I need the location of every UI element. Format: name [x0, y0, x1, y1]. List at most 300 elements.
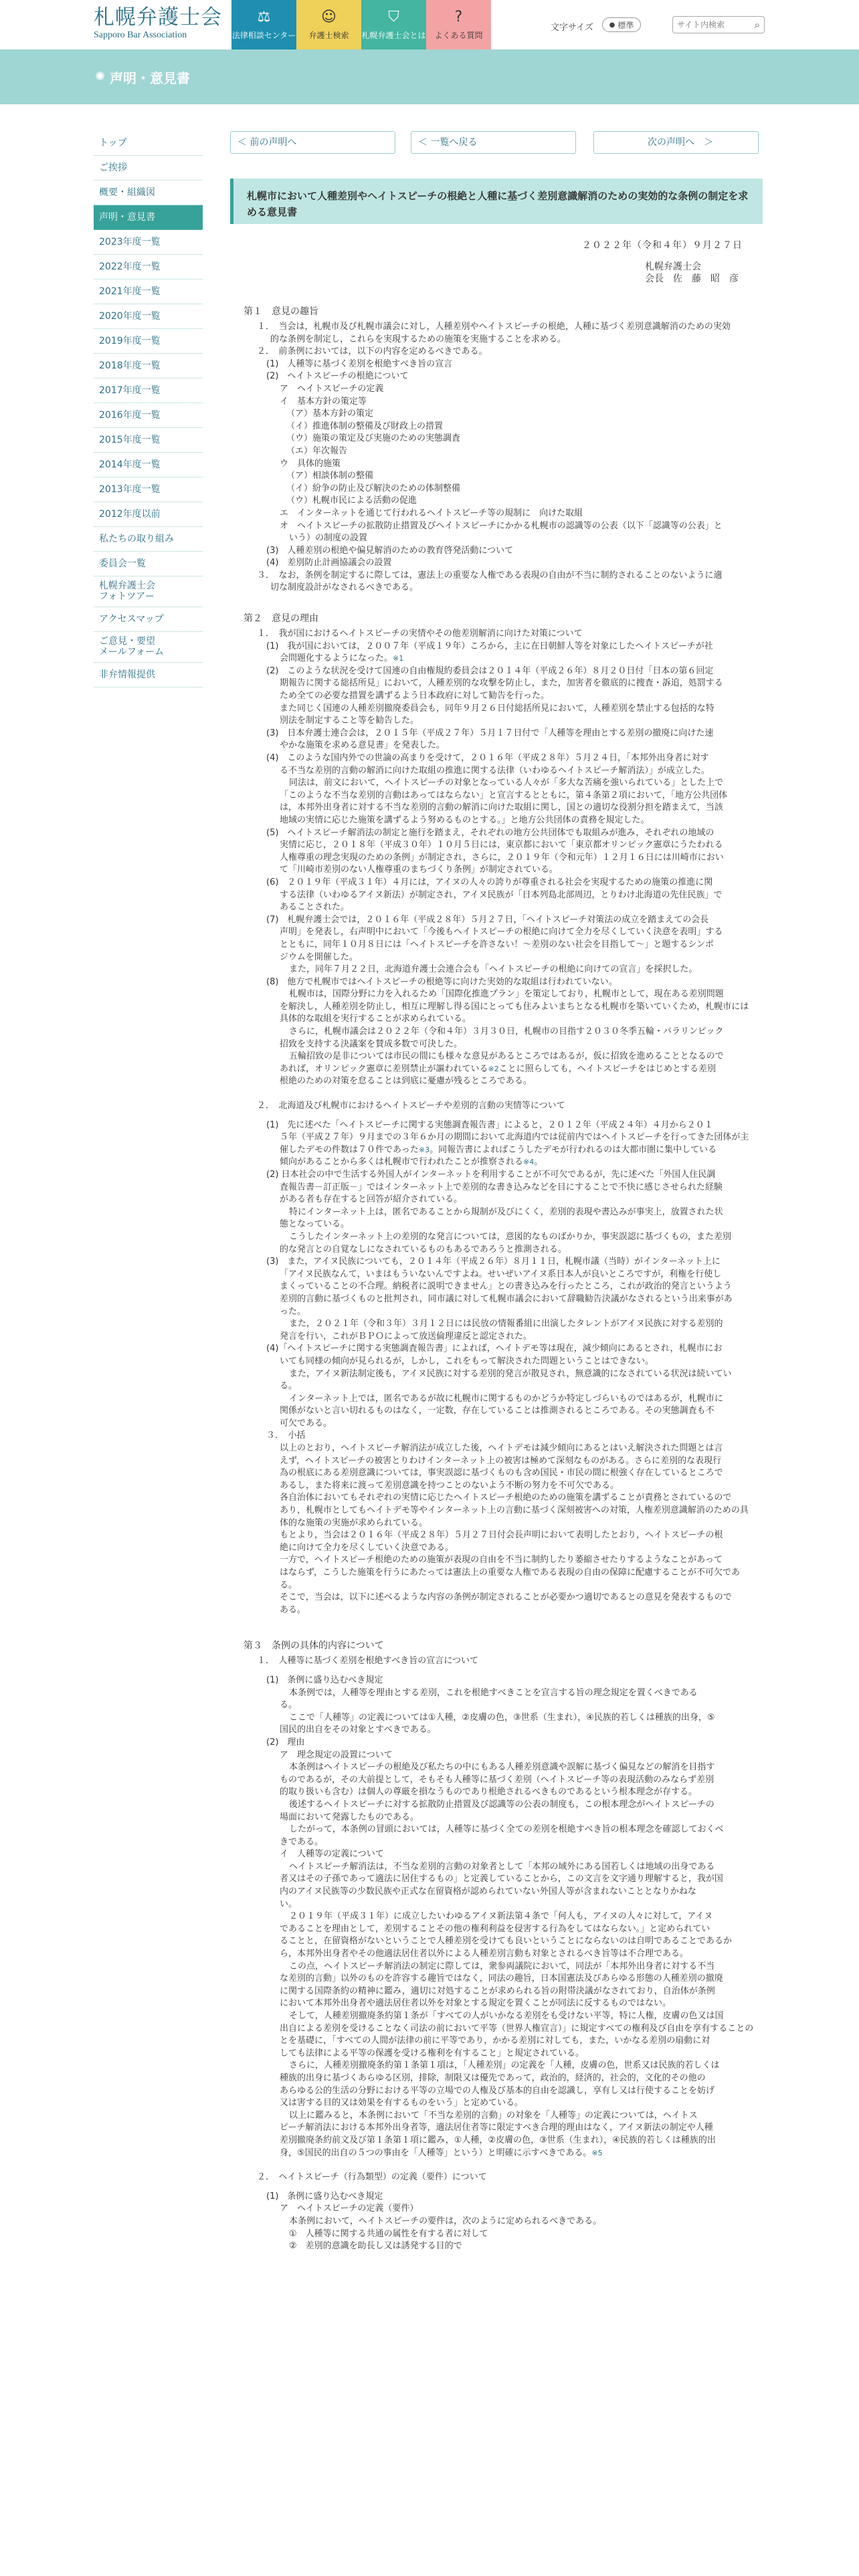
footnote-link[interactable]: ※4: [523, 1158, 535, 1167]
text-line: [230, 1737, 763, 1749]
text-line: [230, 1799, 763, 1812]
site-header: [0, 0, 859, 49]
line-text: る。: [280, 1580, 298, 1590]
text-line: [230, 458, 763, 471]
text-line: [230, 1824, 763, 1836]
line-text: きである。: [280, 1836, 324, 1847]
line-text: において本邦外出身者や適法居住者以外を対象とする規定を置くことが同法に反するものではない。: [280, 1998, 672, 2009]
line-text: る。: [280, 1381, 298, 1392]
line-text: 後述するヘイトスピーチに対する拡散防止措置及び認識等の公表の制度も，この根本理念がヘイトスピーチの: [289, 1799, 714, 1810]
line-text: (3) 人種差別の根絶や偏見解消のための教育啓発活動について: [266, 545, 514, 556]
line-text: 以上のとおり，ヘイトスピーチ解消法が成立した後，ヘイトデモは減少傾向にあるとはいえ解決された問題とは言: [280, 1443, 723, 1454]
text-line: [230, 815, 763, 827]
sidebar-item[interactable]: ご意見・要望 メールフォーム: [94, 632, 203, 663]
line-text: 期報告に関する総括所見」において，人種差別的な攻撃を防止し，また，加害者を徹底的に捜査・訴追，処罰する: [280, 678, 723, 689]
line-text: る。: [280, 1700, 298, 1711]
text-line: [230, 1861, 763, 1874]
line-text: とともに，同年１０月８日には「ヘイトスピーチを許さない！～差別のない社会を目指して～」と題するシンポ: [280, 939, 714, 950]
line-text: 以上に鑑みると，本条例において「不当な差別的言動」の対象を「人種等」の定義については，ヘイトス: [289, 2110, 698, 2121]
sidebar-item[interactable]: アクセスマップ: [94, 607, 203, 632]
prev-statement-button[interactable]: ＜ 前の声明へ: [230, 131, 395, 154]
line-text: ３． 小括: [266, 1430, 306, 1441]
text-line: [230, 1761, 763, 1774]
text-line: [230, 952, 763, 964]
sidebar-item[interactable]: 2017年度一覧: [94, 379, 203, 403]
text-line: [230, 1051, 763, 1063]
text-line: [230, 653, 763, 665]
font-size-toggle[interactable]: ● 標準: [602, 17, 641, 32]
text-line: [230, 1405, 763, 1418]
search-input[interactable]: [677, 19, 748, 31]
line-text: 「このような不当な差別的言動はあってはならない」と宣言するとともに，第４条第２項において，「地方公共団体: [280, 790, 728, 800]
line-text: 第３ 条例の具体的内容について: [244, 1640, 384, 1652]
line-text: ヘイトスピーチ解消法は，不当な差別的言動の対象者として「本邦の域外にある国若しくは地域の出身である: [289, 1861, 715, 1872]
line-text: ものであるが，その大前提として，そもそも人種等に基づく差別（ヘイトスピーチ等の表現活動のみならず差別: [280, 1774, 714, 1785]
line-text: 傾向があることから多くは札幌市で行われたことが推察される: [280, 1157, 524, 1168]
text-line: [230, 334, 763, 346]
text-line: [230, 852, 763, 865]
text-line: [230, 1281, 763, 1293]
text-line: [230, 483, 763, 496]
line-text: 査報告書－訂正版－」ではインターネット上で差別的な書き込みなどを目にすることで不快に感じさせられた経験: [280, 1182, 723, 1192]
line-text: えず，ヘイトスピーチの被害とりわけインターネット上の被害は極めて深刻なものがある。さらに差別的な表現行: [280, 1455, 722, 1466]
line-text: いう）の制度の設置: [289, 533, 368, 544]
sidebar-item[interactable]: 声明・意見書: [94, 205, 203, 230]
text-line: [230, 1724, 763, 1737]
line-text: (4)「ヘイトスピーチに関する実態調査報告書」によれば，ヘイトデモ等は現在，減少傾向にあるとされ，札幌市にお: [266, 1344, 723, 1354]
line-text: あらゆる公的生活の分野における平等の立場での人権及び基本的自由を認識し，享有し又は行使することを妨げ: [280, 2085, 715, 2096]
text-line: [230, 2035, 763, 2048]
site-logo[interactable]: [94, 5, 222, 41]
next-statement-button[interactable]: 次の声明へ ＞: [593, 131, 759, 154]
line-text: (6) ２０１９年（平成３１年）４月には，アイヌの人々の誇りが尊重される社会を実現するための施策の推進に関: [266, 877, 713, 887]
line-text: ることと，在留資格がないということで人種差別を受けても良いということにならないのは自明であることであるか: [280, 1936, 733, 1947]
text-line: [230, 1923, 763, 1936]
sidebar-item[interactable]: 委員会一覧: [94, 552, 203, 576]
text-line: [230, 1144, 763, 1157]
line-text: (1) 条例に盛り込むべき規定: [266, 1675, 383, 1685]
question-icon: ?: [454, 9, 463, 25]
nav-faq[interactable]: ? よくある質問: [426, 0, 491, 49]
sidebar-item[interactable]: 2019年度一覧: [94, 329, 203, 354]
text-line: [230, 827, 763, 840]
spacer: [230, 2159, 763, 2171]
line-text: 種族的出身に基づくあらゆる区別，排除，制限又は優先であって，政治的，経済的，社会的，文化的その他の: [280, 2072, 706, 2083]
text-line: [230, 1961, 763, 1973]
line-text: １． 人種等に基づく差別を根絶すべき旨の宣言について: [257, 1656, 478, 1667]
text-line: [230, 421, 763, 433]
line-text: 差別撤廃条約前文及び第１条第１項に鑑み，①人種，②皮膚の色，③世系（生まれ），④民族的若しくは種族的出: [280, 2135, 716, 2145]
line-text: 別法を制定すること等を勧告した。: [280, 716, 419, 726]
line-text: ある。: [280, 1604, 306, 1615]
text-line: [230, 628, 763, 641]
text-line: [230, 383, 763, 396]
main-content: [230, 131, 763, 2253]
text-line: [230, 802, 763, 815]
line-text: ここで「人種等」の定義については①人種，②皮膚の色，③世系（生まれ），④民族的若しくは種族的出身，⑤: [289, 1712, 715, 1723]
line-text: イ 人種等の定義について: [280, 1849, 384, 1860]
text-line: [230, 532, 763, 545]
line-text: 国民的出自をその対象とすべきである。: [280, 1725, 436, 1735]
line-text: あるし，また将来に渡って差別意識を持つことのないよう不断の努力を不可欠である。: [280, 1480, 619, 1491]
page-title: 声明・意見書: [110, 70, 190, 86]
line-text: また，アイヌ新法制定後も，アイヌ民族に対する差別的発言が散見され，無意識的になされている状況は続いてい: [289, 1368, 732, 1379]
line-text: 各自治体においてもそれぞれの実情に応じたヘイトスピーチ根絶のための施策を講ずることが責務とされているので: [280, 1493, 732, 1503]
line-text: 体的な施策の実施が求められている。: [280, 1517, 428, 1528]
footnote-link[interactable]: ※1: [393, 654, 404, 663]
sun-icon: ✺: [95, 70, 106, 84]
text-line: [230, 1911, 763, 1923]
nav-consultation-center[interactable]: ⚖ 法律相談センター: [231, 0, 296, 49]
sidebar-item[interactable]: 2013年度一覧: [94, 477, 203, 502]
text-line: [230, 570, 763, 582]
text-line: [230, 703, 763, 716]
text-line: [230, 988, 763, 1001]
radio-dot-icon: ●: [609, 21, 615, 29]
text-line: [230, 765, 763, 778]
line-text: であることを理由として，差別することその他の権利利益を侵害する行為をしてはならない。」と定められてい: [280, 1923, 710, 1934]
line-text: ２． 北海道及び札幌市におけるヘイトスピーチや差別的言動の実情等について: [257, 1101, 565, 1111]
line-text: 可欠である。: [280, 1418, 332, 1428]
sidebar-item[interactable]: トップ: [94, 131, 203, 156]
text-line: [230, 1430, 763, 1442]
line-text: 切な制度設計がなされるべきである。: [270, 582, 419, 593]
line-text: あることされた。: [280, 902, 350, 913]
line-text: 。同報告書によればこうしたデモが行われるのは大都市圏に集中している: [430, 1144, 717, 1155]
text-line: [230, 1244, 763, 1257]
text-line: [230, 1687, 763, 1700]
line-text: 者又はその子孫であって適法に居住するもの」と定義していることから，この文言を文字通り理解すると，我が国: [280, 1874, 723, 1885]
line-text: (2) ヘイトスピーチの根絶について: [266, 371, 409, 382]
text-line: [230, 1156, 763, 1169]
sidebar-item[interactable]: ご挨拶: [94, 156, 203, 181]
text-line: [230, 1604, 763, 1617]
line-text: （エ）年次報告: [286, 445, 348, 456]
line-text: (1) 先に述べた「ヘイトスピーチに関する実態調査報告書」によると，２０１２年（平成２４年）４月から２０１: [266, 1119, 713, 1130]
sidebar-item[interactable]: 私たちの取り組み: [94, 527, 203, 552]
sidebar-item[interactable]: 2012年度以前: [94, 502, 203, 527]
text-line: [230, 1306, 763, 1319]
line-text: (7) 札幌弁護士会では，２０１６年（平成２８年）５月２７日，「ヘイトスピーチ対策法の成立を踏まえての会長: [266, 914, 709, 925]
text-line: [230, 1848, 763, 1861]
spacer: [230, 1616, 763, 1628]
footnote-link[interactable]: ※5: [591, 2148, 603, 2157]
line-text: いても同様の傾向が見られるが，しかし，これをもって解決された問題ということはできない。: [280, 1356, 654, 1366]
line-text: は，本邦外出身者に対する不当な差別的言動の解消に向けた取組に関し，国との適切な役割分担を踏まえて，当該: [280, 802, 723, 813]
text-line: [230, 1899, 763, 1911]
line-text: 場面において発露したものである。: [280, 1812, 419, 1822]
sidebar-item[interactable]: 2016年度一覧: [94, 403, 203, 428]
section-heading: [230, 1636, 763, 1655]
text-line: [230, 1699, 763, 1712]
consult-icon: ⚖: [257, 9, 271, 25]
text-line: [230, 1182, 763, 1194]
line-text: に関する国際条約の精神に鑑み，適切に対処することが求められる旨の附帯決議がなされており，自治体が条例: [280, 1985, 715, 1996]
sidebar-item[interactable]: 2018年度一覧: [94, 354, 203, 379]
line-text: ウ 具体的施策: [280, 458, 341, 469]
line-text: こうしたインターネット上の差別的な発言については，意図的なものばかりか，事実誤認に基づくもの，また差別: [289, 1231, 732, 1242]
text-line: [230, 690, 763, 703]
line-text: 又は害する目的又は効果を有するものをいう」と定めている。: [280, 2098, 524, 2109]
footnote-link[interactable]: ※2: [488, 1064, 499, 1073]
text-line: [230, 976, 763, 989]
text-line: [230, 1812, 763, 1824]
line-text: (8) 他方で札幌市ではヘイトスピーチの根絶等に向けた実効的な取組は行われていない。: [266, 976, 617, 987]
line-text: 的な条例を制定し，これらを実現するための施策を実施することを求める。: [270, 334, 567, 344]
line-text: １． 我が国におけるヘイトスピーチの実情やその他差別解消に向けた対策について: [257, 629, 583, 639]
text-line: [230, 1935, 763, 1948]
line-text: 特にインターネット上は，匿名であることから規制が及びにくく，差別的表現や書込みが事実上，放置された状: [289, 1206, 723, 1217]
text-line: [230, 964, 763, 976]
text-line: [230, 1542, 763, 1555]
text-line: [230, 901, 763, 914]
text-line: [230, 1368, 763, 1381]
line-text: (3) 日本弁護士連合会は，２０１５年（平成２７年）５月１７日付で「人種等を理由とする差別の撤廃に向けた速: [266, 728, 714, 738]
text-line: [230, 2110, 763, 2123]
line-text: 本条例はヘイトスピーチの根絶及び私たちの中にもある人種差別意識や誤解に基づく偏見などの解消を目指す: [289, 1762, 715, 1773]
footnote-link[interactable]: ※3: [418, 1145, 430, 1154]
spacer: [230, 2184, 763, 2191]
line-text: 「アイヌ民族なんて，いまはもういないんですよね。せいぜいアイヌ系日本人が良いところですが，利権を行使し: [280, 1269, 722, 1279]
line-text: (1) 条例に盛り込むべき規定: [266, 2191, 383, 2202]
text-line: [230, 495, 763, 508]
line-text: あり，札幌市としてもヘイトデモ等やインターネット上の言動に基づく深刻被害への対策，人権差別意識解消のための具: [280, 1505, 749, 1516]
text-line: [230, 1063, 763, 1076]
text-line: [230, 2171, 763, 2184]
shield-icon: ⛉: [388, 9, 399, 25]
text-line: [230, 665, 763, 678]
line-text: 発言を行い，これがＢＰＯによって放送倫理違反と認定された。: [280, 1331, 533, 1341]
text-line: [230, 1356, 763, 1368]
sidebar-item[interactable]: 非弁情報提供: [94, 663, 203, 687]
line-text: そこで，当会は，以下に述べるような内容の条例が制定されることが必要かつ適切であるとの意見を発表するもので: [280, 1592, 732, 1603]
text-line: [230, 1480, 763, 1493]
line-text: 態となっている。: [280, 1219, 350, 1230]
line-text: もとより，当会は２０１６年（平成２８年）５月２７日付会長声明において表明したとおり，ヘイトスピーチの根: [280, 1530, 723, 1541]
line-text: る不当な差別的言動の解消に向けた取組の推進に関する法律（いわゆるヘイトスピーチ解消法）」が成立した。: [280, 765, 710, 776]
text-line: [230, 926, 763, 939]
line-text: （ア）相談体制の整備: [286, 471, 374, 481]
spacer: [230, 595, 763, 601]
text-line: [230, 715, 763, 728]
text-line: [230, 1749, 763, 1762]
text-line: [230, 1039, 763, 1051]
text-line: [230, 877, 763, 889]
line-text: 身，⑤国民的出自の５つの事由を「人種等」という）と明確に示すべきである。: [280, 2147, 592, 2158]
text-line: [230, 445, 763, 458]
text-line: [230, 1119, 763, 1132]
text-line: [230, 914, 763, 927]
spacer: [230, 1668, 763, 1675]
line-text: 的取り扱いも含む）は個人の尊厳を損なうものであり根絶されるべきものであるという根本理念が存する。: [280, 1787, 698, 1798]
line-text: 絶に向けて全力を尽くしていく決意である。: [280, 1542, 454, 1553]
text-line: [230, 2048, 763, 2060]
text-line: [230, 2191, 763, 2204]
page-title-band: [0, 49, 859, 104]
sidebar-item[interactable]: 2023年度一覧: [94, 230, 203, 255]
people-icon: ☺: [321, 9, 337, 25]
line-text: 出自による差別を受けることなく司法の前において平等（世界人権宣言）」に規定すべての権利及び自由を享有することの: [280, 2023, 754, 2034]
text-line: [230, 1655, 763, 1668]
line-text: 第２ 意見の理由: [244, 613, 318, 625]
line-text: 声明」を発表し，右声明中において「今後もヘイトスピーチの根絶に向けて全力を尽くしていく決意を表明」する: [280, 927, 723, 938]
text-line: [230, 2060, 763, 2072]
text-line: [230, 1529, 763, 1542]
text-line: [230, 557, 763, 570]
text-line: [230, 1343, 763, 1356]
text-line: [230, 1836, 763, 1849]
text-line: [230, 864, 763, 877]
text-line: [230, 1675, 763, 1687]
text-line: [230, 1001, 763, 1014]
text-line: [230, 1873, 763, 1886]
text-line: [230, 470, 763, 483]
line-text: (1) 人種等に基づく差別を根絶すべき旨の宣言: [266, 358, 453, 369]
text-line: [230, 1592, 763, 1604]
line-text: (3) また，アイヌ民族についても，２０１４年（平成２６年）８月１１日，札幌市議（当時）がインターネット上に: [266, 1257, 721, 1267]
line-text: 。: [534, 1157, 543, 1168]
line-text: ２． 前条例においては，以下の内容を定めるべきである。: [257, 346, 488, 357]
line-text: さらに，人種差別撤廃条約第１条第１項は，「人種差別」の定義を「人種，皮膚の色，世系又は民族的若しくは: [289, 2060, 720, 2071]
back-to-list-button[interactable]: ＜ 一覧へ戻る: [411, 131, 576, 154]
search-icon[interactable]: ⌕: [754, 19, 760, 31]
text-line: [230, 1886, 763, 1899]
line-text: 根絶のための対策を怠ることは到底に憂慮が残るところである。: [280, 1076, 532, 1087]
line-text: 札幌市は，国際分野に力を入れるため「国際化推進プラン」を策定しており，札幌市として，現在ある差別問題: [289, 989, 724, 1000]
text-line: [230, 1380, 763, 1393]
section-heading: [230, 609, 763, 628]
line-text: 会問題化するようになった。: [280, 653, 393, 664]
text-line: [230, 677, 763, 690]
text-line: [230, 839, 763, 852]
line-text: ア 理念規定の設置について: [280, 1749, 393, 1760]
line-text: エ インターネットを通じて行われるヘイトスピーチ等の規制に 向けた取組: [280, 508, 583, 518]
spacer: [230, 1113, 763, 1119]
line-text: したがって，本条例の冒頭においては，人種等に基づく全ての差別を根絶すべき旨の根本理念を確認しておくべ: [289, 1824, 724, 1835]
line-text: 五輪招致の是非については市民の間にも様々な意見があるところではあるが，仮に招致を進めることとなるので: [289, 1051, 724, 1062]
line-text: (4) 差別防止計画協議会の設置: [266, 558, 392, 568]
text-line: [230, 1998, 763, 2010]
line-text: 招致を支持する決議案を賛成多数で可決した。: [280, 1039, 463, 1049]
text-line: [230, 2122, 763, 2135]
text-line: [230, 1194, 763, 1206]
line-text: （イ）推進体制の整備及び財政上の措置: [286, 421, 444, 431]
line-text: がある者も存在すると回答が紹介されている。: [280, 1194, 463, 1205]
line-text: 為の根底にある差別意識については，事実誤認に基づくものも含め国民・市民の間に根強く存在しているところで: [280, 1468, 723, 1479]
sidebar-item[interactable]: 札幌弁護士会 フォトツアー: [94, 576, 203, 607]
sidebar-item[interactable]: 概要・組織図: [94, 181, 203, 205]
line-text: 催したデモの件数は７０件であった: [280, 1144, 419, 1155]
line-text: ３． なお，条例を制定するに際しては，憲法上の重要な人権である表現の自由が不当に制約されることのないように適: [257, 570, 723, 580]
nav-about[interactable]: ⛉ 札幌弁護士会とは: [361, 0, 426, 49]
line-text: イ 基本方針の策定等: [280, 396, 367, 407]
text-line: [230, 508, 763, 520]
sidebar-item[interactable]: 2021年度一覧: [94, 280, 203, 304]
line-text: （ウ）札幌市民による活動の促進: [286, 496, 417, 506]
document-title: 札幌市において人種差別やヘイトスピーチの根絶と人種に基づく差別意識解消のための実効的な条例の制定を求める意見書: [230, 179, 763, 224]
sidebar-item[interactable]: 2020年度一覧: [94, 304, 203, 329]
line-text: インターネット上では，匿名であるが故に札幌市に関するものかどうか特定しづらいものではあるが，札幌市に: [289, 1393, 723, 1404]
line-text: １． 当会は，札幌市及び札幌市議会に対し，人種差別やヘイトスピーチの根絶，人種に基づく差別意識解消のための実効: [257, 322, 731, 332]
sidebar-item[interactable]: 2022年度一覧: [94, 255, 203, 280]
line-text: て「川崎市差別のない人権尊重のまちづくり条例」が制定されている。: [280, 865, 558, 875]
text-line: [230, 1013, 763, 1026]
text-line: [230, 2023, 763, 2036]
line-text: 本条例では，人種等を理由とする差別，これを根絶すべきことを宣言する旨の理念規定を置くべきである: [289, 1687, 698, 1698]
line-text: する法律（いわゆるアイヌ新法）が制定され，アイヌ民族が「日本列島北部周辺，とりわけ北海道の先住民族」で: [280, 889, 723, 900]
line-text: 差別的言動に基づくものと批判され，同市議に対して札幌市議会において辞職勧告決議がなされるという出来事があ: [280, 1293, 733, 1304]
text-line: [230, 1100, 763, 1113]
text-line: [230, 346, 763, 358]
sidebar-item[interactable]: 2014年度一覧: [94, 453, 203, 477]
text-line: [230, 582, 763, 595]
line-text: 的な発言との自覚なしになされているものもあるであろうと推測される。: [280, 1244, 567, 1255]
text-line: [230, 728, 763, 740]
line-text: ２０１９年（平成３１年）に成立したいわゆるアイヌ新法第４条で「何人も，アイヌの人々に対して，アイヌ: [289, 1911, 713, 1922]
line-text: この点，ヘイトスピーチ解消法の制定に際しては，衆参両議院において，同法が「本邦外出身者に対する不当: [289, 1961, 715, 1971]
line-text: （ウ）施策の策定及び実施のための実態調査: [286, 433, 461, 444]
line-text: 内のアイヌ民族等の少数民族や正式な在留資格が認められていない外国人等が含まれないこととなりかねな: [280, 1887, 696, 1897]
line-text: 関係がないと言い切れるものはなく，一定数，存在していることは推測されるところである。その実態調査も不: [280, 1406, 714, 1416]
line-text: ア ヘイトスピーチの定義（要件）: [280, 2204, 419, 2214]
line-text: また同じく国連の人種差別撤廃委員会も，同年９月２６日付総括所見において，人種差別を禁止する包括的な特: [280, 703, 714, 714]
text-line: [230, 1505, 763, 1517]
sidebar-item[interactable]: 2015年度一覧: [94, 428, 203, 453]
text-line: [230, 2085, 763, 2098]
line-text: また，２０２１年（令和３年）３月１２日には民放の情報番組に出演したタレントがアイヌ民族に対する差別的: [289, 1319, 723, 1329]
text-line: [230, 1218, 763, 1231]
text-line: [230, 641, 763, 653]
text-line: [230, 889, 763, 902]
text-line: [230, 520, 763, 533]
text-line: [230, 740, 763, 752]
text-line: [230, 939, 763, 952]
line-text: まくっていることの不合理。納税者に説明できません」との書き込みを行ったところ，これが政治的発言というよう: [280, 1281, 732, 1292]
line-text: 実情に応じ，２０１８年（平成３０年）１０月５日には，東京都において「東京都オリンピック憲章にうたわれる: [280, 840, 723, 851]
line-text: 地域の実情に応じた施策を講ずるよう努めるものとする。」と地方公共団体の責務を規定した。: [280, 815, 650, 825]
text-line: [230, 433, 763, 445]
text-line: [230, 790, 763, 802]
text-line: [230, 2240, 763, 2253]
text-line: [230, 1318, 763, 1331]
line-text: ら，本邦外出身者やその他適法居住者以外による人種差別言動も対象とされるべき旨等は不合理である。: [280, 1949, 689, 1959]
text-line: [230, 396, 763, 409]
text-line: [230, 408, 763, 421]
text-line: [230, 1973, 763, 1985]
logo-english: Sapporo Bar Association: [94, 30, 187, 40]
text-line: [230, 2147, 763, 2160]
text-line: [230, 1331, 763, 1344]
document-date: ２０２２年（令和４年）９月２７日: [582, 240, 743, 251]
nav-lawyer-search[interactable]: ☺ 弁護士検索: [296, 0, 361, 49]
text-line: [230, 1774, 763, 1787]
spacer: [230, 1088, 763, 1100]
line-text: (1) 我が国においては，２００７年（平成１９年）ころから，主に在日朝鮮人等を対象にしたヘイトスピーチが社: [266, 641, 713, 651]
text-line: [230, 1517, 763, 1530]
text-line: [230, 1492, 763, 1505]
text-line: [230, 1712, 763, 1725]
document-author: [230, 261, 763, 294]
line-text: そして，人種差別撤廃条約第１条が「すべての人がいかなる差別をも受けない平等，特に人権，皮膚の色又は国: [289, 2011, 724, 2021]
line-text: 具体的な取組を実行することが求められている。: [280, 1014, 472, 1025]
site-search: [672, 16, 765, 33]
text-line: [230, 2228, 763, 2241]
line-text: 第１ 意見の趣旨: [244, 306, 318, 317]
text-line: [230, 2097, 763, 2110]
line-text: また，同年７月２２日，北海道弁護士会連合会も「ヘイトスピーチの根絶に向けての宣言」を採択した。: [289, 964, 698, 975]
text-line: [230, 1985, 763, 1998]
text-line: [230, 1554, 763, 1567]
